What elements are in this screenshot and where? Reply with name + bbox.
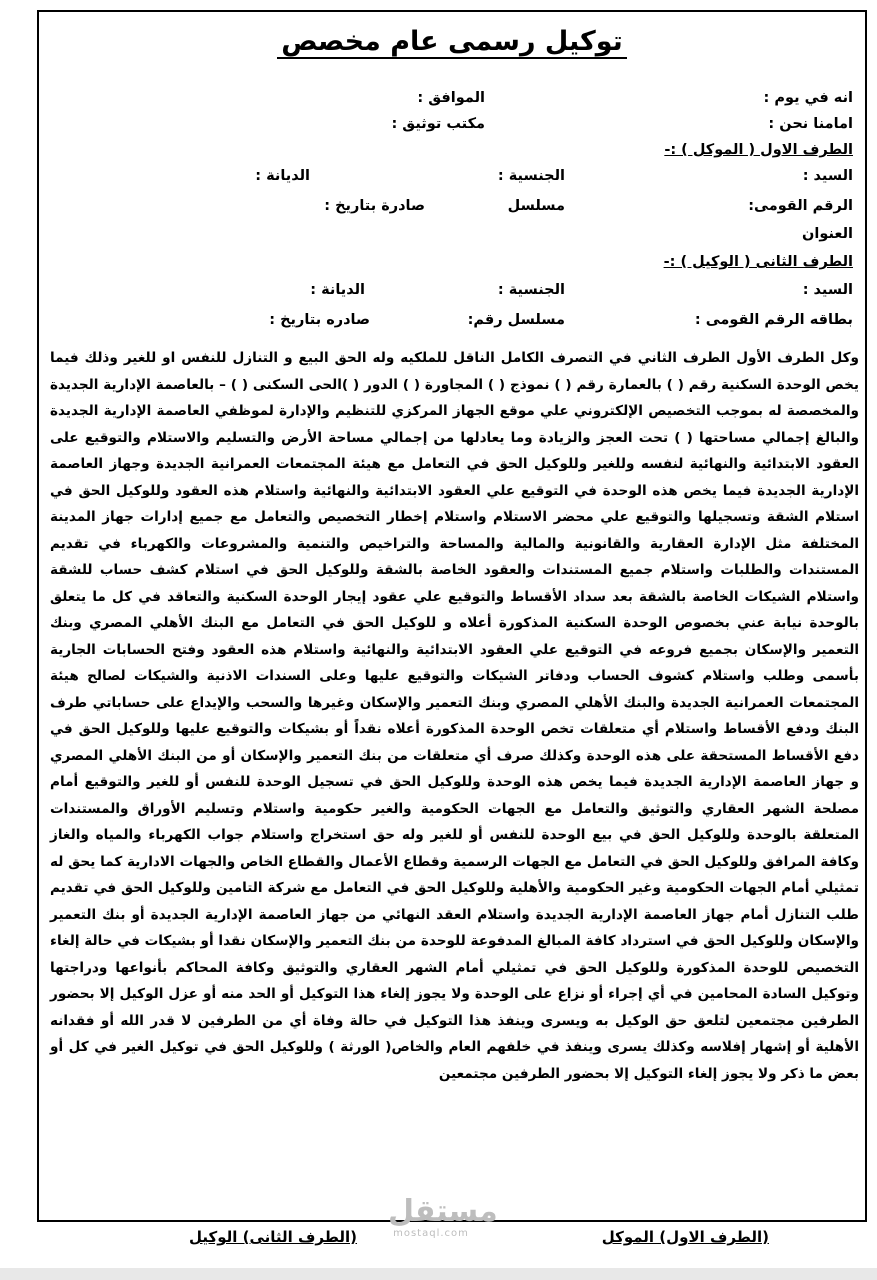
party2-religion-label: الديانة : (310, 282, 365, 298)
party1-nationality-label: الجنسية : (497, 168, 565, 184)
party2-serial-label: مسلسل رقم: (467, 312, 565, 328)
party1-heading: الطرف الاول ( الموكل ) :- (664, 142, 853, 158)
party1-religion-label: الديانة : (255, 168, 310, 184)
party1-serial-label: مسلسل (507, 198, 565, 214)
party1-address-label: العنوان (802, 226, 853, 242)
before-us-label: امامنا نحن : (768, 116, 853, 132)
party2-heading: الطرف الثانى ( الوكيل ) :- (663, 254, 853, 270)
watermark-logo (388, 1194, 498, 1239)
bottom-bar (0, 1268, 877, 1280)
party1-national-id-label: الرقم القومى: (748, 198, 853, 214)
party1-mr-label: السيد : (802, 168, 853, 184)
day-label: انه في يوم : (763, 90, 853, 106)
party2-id-card-label: بطاقه الرقم القومى : (694, 312, 853, 328)
party2-nationality-label: الجنسية : (497, 282, 565, 298)
party2-mr-label: السيد : (802, 282, 853, 298)
watermark-latin: mostaql.com (393, 1228, 469, 1239)
signature-party1: (الطرف الاول) الموكل (601, 1228, 769, 1246)
watermark-arabic: مستقل (388, 1194, 498, 1229)
document-title: توكيل رسمى عام مخصص (39, 26, 865, 57)
agreement-body: وكل الطرف الأول الطرف الثاني في التصرف الكامل الناقل للملكيه وله الحق البيع و التنازل للنفس او للغير وذلك فيما يخص الوحدة السكنية رقم ( ) بالعمارة رقم ( ) نموذج ( ) المجاورة ( ) الدور ( )الحى السكنى ( ) – بالعاصمة الإدارية الجديدة والمخصصة له بموجب التخصيص الإلكتروني علي موقع الجهاز المركزي للتنظيم والإدارة لموظفي العاصمة الإدارية الجديدة والبالغ إجمالي مساحتها ( ) تحت العجز والزيادة وما يعادلها من إجمالي مساحة الأرض والتسليم والاستلام والتوقيع على العقود الابتدائية والنهائية لنفسه وللغير وللوكيل الحق في التعامل مع هيئة المجتمعات العمرانية الجديدة وجهاز العاصمة الإدارية الجديدة فيما يخص هذه الوحدة في التوقيع علي العقود الابتدائية والنهائية واستلام هذه العقود وللوكيل الحق في استلام الشقة وتسجيلها والتوقيع علي محضر الاستلام واستلام إخطار التخصيص والتعامل مع جميع إدارات جهاز المدينة المختلفة مثل الإدارة العقارية والقانونية والمالية والمساحة والتراخيص والتنمية والمشروعات والكهرباء في تقديم المستندات والطلبات واستلام جميع المستندات والعقود الخاصة بالشقة وللوكيل الحق في استلام كشف حساب للشقة واستلام الشيكات الخاصة بالشقة بعد سداد الأقساط والتوقيع علي عقود إيجار الوحدة السكنية والتعاقد في كل ما يتعلق بالوحدة نيابة عني بخصوص الوحدة السكنية المذكورة أعلاه و للوكيل الحق في التعامل مع البنك الأهلي المصري وبنك التعمير والإسكان بجميع فروعه في التوقيع علي العقود الابتدائية والنهائية واستلام هذه العقود وفتح الحسابات الجارية بأسمى وطلب واستلام كشوف الحساب ودفاتر الشيكات والتوقيع عليها وعلى السندات الاذنية والشيكات لصالح هيئة المجتمعات العمرانية الجديدة والبنك الأهلي المصري وبنك التعمير والإسكان وغيرها والسحب والإيداع على حساباتي طرف البنك ودفع الأقساط واستلام أي متعلقات تخص الوحدة المذكورة أعلاه نقداً أو بشيكات والتوقيع عليها وللوكيل الحق في دفع الأقساط المستحقة على هذه الوحدة وكذلك صرف أي متعلقات من بنك التعمير والإسكان أو من البنك الأهلي المصري و جهاز العاصمة الإدارية الجديدة فيما يخص هذه الوحدة وللوكيل الحق في تسجيل الوحدة للنفس أو للغير والتوقيع أمام مصلحة الشهر العقاري والتوثيق والتعامل مع الجهات الحكومية والغير حكومية واستلام وتسليم الأوراق والمستندات المتعلقة بالوحدة وللوكيل الحق في بيع الوحدة للنفس أو للغير وله حق استخراج واستلام جواب الكهرباء والمياه والغاز وكافة المرافق وللوكيل الحق في التعامل مع الجهات الرسمية وقطاع الأعمال والقطاع الخاص والجهات الادارية كما يحق له تمثيلي أمام الجهات الحكومية وغير الحكومية والأهلية وللوكيل الحق في التعامل مع شركة التامين وللوكيل الحق في تقديم طلب التنازل أمام جهاز العاصمة الإدارية الجديدة واستلام العقد النهائي من جهاز العاصمة الإدارية الجديدة أو بنك التعمير والإسكان وللوكيل الحق في استرداد كافة المبالغ المدفوعة للوحدة من بنك التعمير والإسكان نقدا أو بشيكات في حالة إلغاء التخصيص للوحدة المذكورة وللوكيل الحق في تمثيلي أمام الشهر العقاري والتوثيق وكافة المحاكم بأنواعها ودراجتها وتوكيل السادة المحامين في أي إجراء أو نزاع على الوحدة ولا يجوز إلغاء هذا التوكيل أو الحد منه أو عزل الوكيل إلا بحضور الطرفين مجتمعين لتلعق حق الوكيل به ويسرى وينفذ هذا التوكيل في حالة وفاة أي من الطرفين لا قدر الله أو فقدانه الأهلية أو إشهار إفلاسه وكذلك يسرى وينفذ في خلفهم العام والخاص( الورثة ) وللوكيل الحق في توكيل الغير في كل أو بعض ما ذكر ولا يجوز إلغاء التوكيل إلا بحضور الطرفين مجتمعين (50, 350, 859, 1082)
signature-party2: (الطرف الثانى) الوكيل (188, 1228, 357, 1246)
party1-issued-label: صادرة بتاريخ : (324, 198, 425, 214)
party2-issued-label: صادره بتاريخ : (269, 312, 370, 328)
notary-label: مكتب توثيق : (391, 116, 485, 132)
agreed-label: الموافق : (417, 90, 485, 106)
